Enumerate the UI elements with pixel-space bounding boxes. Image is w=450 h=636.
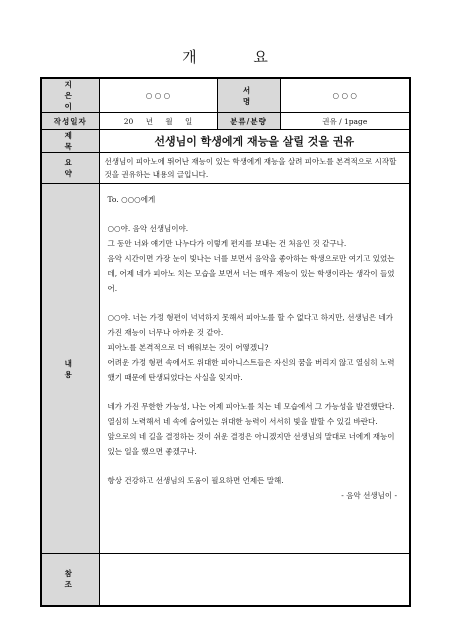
letter-text bbox=[108, 192, 402, 488]
summary-label: 요 약 bbox=[41, 153, 99, 184]
content-row bbox=[41, 184, 410, 554]
letter-paragraph: 네가 가진 무한한 가능성, 나는 어제 피아노를 치는 네 모습에서 그 가능성을 발견했단다. bbox=[107, 402, 395, 411]
author-row bbox=[41, 78, 410, 113]
letter-signature: - 음악 선생님이 - bbox=[341, 491, 397, 500]
content-label: 내 용 bbox=[41, 184, 99, 554]
letter-paragraph: To. ○○○에게 bbox=[107, 195, 156, 204]
signature-label: 서 명 bbox=[217, 78, 280, 113]
letter-paragraph: 앞으로의 네 길을 결정하는 것이 쉬운 결정은 아니겠지만 선생님의 말대로 너에게 재능이 있는 일을 했으면 좋겠구나. bbox=[107, 432, 395, 456]
letter-paragraph: 어려운 가정 형편 속에서도 위대한 피아니스트들은 자신의 꿈을 버리지 않고 열심히 노력했기 때문에 탄생되었다는 사실을 잊지마. bbox=[107, 358, 395, 382]
summary-value: 선생님이 피아노에 뛰어난 재능이 있는 학생에게 재능을 살려 피아노를 본격적으로 시작할 것을 권유하는 내용의 글입니다. bbox=[99, 153, 410, 184]
letter-paragraph: ○○야. 너는 가정 형편이 넉넉하지 못해서 피아노를 할 수 없다고 하지만, 선생님은 네가 가진 재능이 너무나 아까운 것 같아. bbox=[107, 313, 394, 337]
subject-value: 선생님이 학생에게 재능을 살릴 것을 권유 bbox=[99, 130, 410, 153]
letter-paragraph: 열심히 노력해서 네 속에 숨어있는 위대한 능력이 서서히 빛을 발할 수 있길 바란다. bbox=[107, 417, 378, 426]
reference-value bbox=[99, 554, 410, 606]
letter-paragraph: 항상 건강하고 선생님의 도움이 필요하면 언제든 말해. bbox=[107, 476, 284, 485]
letter-paragraph bbox=[108, 385, 402, 399]
summary-row bbox=[41, 153, 410, 184]
letter-paragraph bbox=[108, 296, 402, 310]
letter-paragraph: ○○야. 음악 선생님이야. bbox=[107, 224, 189, 233]
subject-row bbox=[41, 130, 410, 153]
letter-paragraph: 피아노를 본격적으로 더 배워보는 것이 어떻겠니? bbox=[107, 343, 269, 352]
author-value: ○ ○ ○ bbox=[99, 78, 217, 113]
reference-row bbox=[41, 554, 410, 606]
content-body bbox=[99, 184, 410, 554]
overview-form bbox=[40, 77, 411, 607]
date-value: 20 년 월 일 bbox=[99, 113, 217, 130]
letter-paragraph: 그 동안 너와 얘기만 나누다가 이렇게 편지를 보내는 건 처음인 것 같구나. bbox=[107, 239, 347, 248]
page-title: 개 요 bbox=[182, 48, 294, 66]
letter-paragraph bbox=[108, 207, 402, 221]
reference-label: 참 조 bbox=[41, 554, 99, 606]
letter-paragraph: 음악 시간이면 가장 눈이 빛나는 너를 보면서 음악을 좋아하는 학생으로만 여기고 있었는데, 어제 네가 피아노 치는 모습을 보면서 너는 매우 재능이 있는 학생이라는 생각이 들었어. bbox=[107, 254, 395, 293]
category-label: 분류/분량 bbox=[217, 113, 280, 130]
letter-paragraph bbox=[108, 459, 402, 473]
category-value: 권유 / 1page bbox=[280, 113, 410, 130]
signature-value: ○ ○ ○ bbox=[280, 78, 410, 113]
subject-label: 제 목 bbox=[41, 130, 99, 153]
date-label: 작성일자 bbox=[41, 113, 99, 130]
author-label: 지 은 이 bbox=[41, 78, 99, 113]
date-row bbox=[41, 113, 410, 130]
